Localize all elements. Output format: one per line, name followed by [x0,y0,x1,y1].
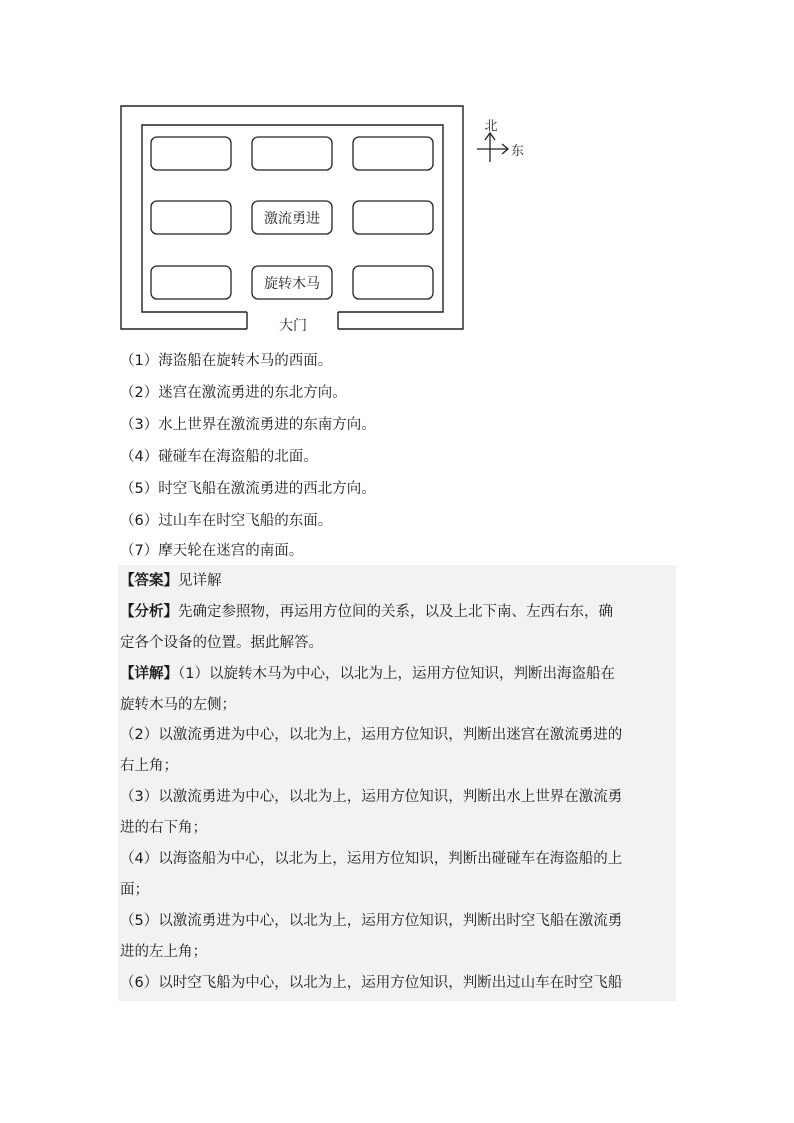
detail-line-1 [120,664,676,684]
detail-line-10: 进的左上角； [120,944,207,960]
answer-label: 【答案】 [120,573,178,589]
question-1: （1）海盗船在旋转木马的西面。 [120,353,333,369]
map-cell-3 [353,137,433,170]
analysis-line-2: 定各个设备的位置。据此解答。 [120,635,323,651]
map-cell-2 [252,137,332,170]
question-5: （5）时空飞船在激流勇进的西北方向。 [120,481,376,497]
detail-line-2: 旋转木马的左侧； [120,697,236,713]
map-cell-9 [353,266,433,299]
detail-line-5: （3）以激流勇进为中心，以北为上，运用方位知识，判断出水上世界在激流勇 [120,789,623,805]
map-cell-1 [151,137,231,170]
detail-text-1: （1）以旋转木马为中心，以北为上，运用方位知识，判断出海盗船在 [178,666,615,682]
answer-line [120,571,676,591]
question-7: （7）摩天轮在迷宫的南面。 [120,543,304,559]
detail-line-3: （2）以激流勇进为中心，以北为上，运用方位知识，判断出迷宫在激流勇进的 [120,727,623,743]
analysis-line-1 [120,602,676,622]
analysis-text-1: 先确定参照物，再运用方位间的关系，以及上北下南、左西右东，确 [178,604,613,620]
detail-line-6: 进的右下角； [120,820,207,836]
question-4: （4）碰碰车在海盗船的北面。 [120,449,318,465]
compass-icon [477,133,508,162]
cell-label-5: 激流勇进 [264,211,320,227]
park-map-diagram [0,0,794,340]
compass-east-label: 东 [511,144,525,159]
cell-label-8: 旋转木马 [264,276,320,292]
map-cell-7 [151,266,231,299]
analysis-label: 【分析】 [120,604,178,620]
question-3: （3）水上世界在激流勇进的东南方向。 [120,417,376,433]
answer-text: 见详解 [178,573,222,589]
gate-label: 大门 [279,318,307,334]
detail-line-4: 右上角； [120,758,178,774]
map-cell-6 [353,201,433,234]
detail-line-11: （6）以时空飞船为中心，以北为上，运用方位知识，判断出过山车在时空飞船 [120,975,623,991]
detail-line-7: （4）以海盗船为中心，以北为上，运用方位知识，判断出碰碰车在海盗船的上 [120,851,623,867]
question-2: （2）迷宫在激流勇进的东北方向。 [120,385,347,401]
detail-label: 【详解】 [120,666,178,682]
detail-line-9: （5）以激流勇进为中心，以北为上，运用方位知识，判断出时空飞船在激流勇 [120,913,623,929]
question-6: （6）过山车在时空飞船的东面。 [120,513,333,529]
solution-block [118,565,676,1001]
detail-line-8: 面； [120,882,149,898]
map-cell-4 [151,201,231,234]
compass-north-label: 北 [484,119,498,134]
